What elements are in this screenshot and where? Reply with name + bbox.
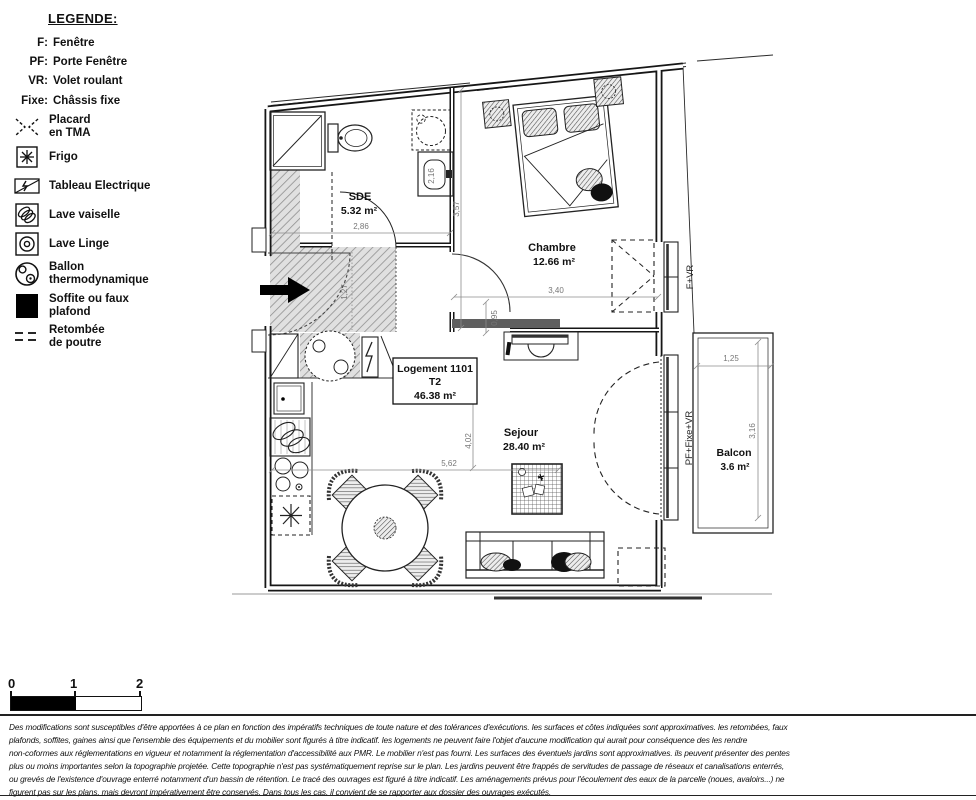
legend-item-tableau-electrique: Tableau Electrique xyxy=(10,174,240,198)
sejour-window-label: PF+Fixe+VR xyxy=(684,410,695,466)
scale-tick-1: 1 xyxy=(70,676,78,691)
ballon-thermodynamique xyxy=(305,331,355,381)
legend-item-volet-roulant: VR: Volet roulant xyxy=(28,75,123,88)
legend-item-lave-linge: Lave Linge xyxy=(10,232,240,256)
lave-vaisselle xyxy=(270,418,312,456)
legend-item-lave-vaisselle: Lave vaiselle xyxy=(10,203,240,227)
chambre-window-label: F+VR xyxy=(685,264,696,290)
room-area-chambre: 12.66 m² xyxy=(532,256,576,268)
room-label-sde: SDE xyxy=(348,191,372,203)
dim-sde-vasque: 2,16 xyxy=(427,168,436,184)
dim-chambre-height: 3,57 xyxy=(452,201,461,217)
room-label-sejour: Sejour xyxy=(503,427,539,439)
room-area-sejour: 28.40 m² xyxy=(502,441,546,453)
logement-title: Logement 1101 xyxy=(397,363,473,375)
legend-item-frigo: Frigo xyxy=(10,145,240,169)
balcon-structure xyxy=(693,333,773,533)
dim-sde-width: 2,86 xyxy=(353,222,369,231)
tableau-electrique xyxy=(362,337,378,377)
toilet xyxy=(328,124,372,152)
room-label-balcon: Balcon xyxy=(716,447,752,459)
nightstand xyxy=(594,77,624,107)
legend-item-soffite: Soffite ou faux plafond xyxy=(10,293,240,319)
logement-area: 46.38 m² xyxy=(413,390,457,402)
legend-item-placard: Placard en TMA xyxy=(10,114,240,140)
dining-set xyxy=(329,471,442,586)
rug xyxy=(512,464,562,514)
evier xyxy=(275,458,308,491)
room-area-sde: 5.32 m² xyxy=(340,205,378,217)
disclaimer-line: ou grevés de l'existence d'ouvrage enterré notamment d'un bassin de rétention. Le tracé des ouvrages est figuré à titre indicatif. Les aménagements prévus pour l'écoulement des eaux de la parcelle (noues, avaloirs...) ne xyxy=(9,774,785,784)
pillow xyxy=(522,108,559,137)
legend-item-ballon: Ballon thermodynamique xyxy=(10,261,240,287)
scale-bar xyxy=(8,676,158,716)
nightstand xyxy=(483,100,512,129)
cabinet xyxy=(274,383,304,414)
chambre-furniture xyxy=(481,77,634,220)
disclaimer-line: non-coformes aux réglementations en vigueur et notamment la réglementation d'accessibilité aux PMR. Le mobilier n'est pas fourni. Les surfaces des éventuels jardins sont approximatives. ils peuvent présenter des pentes xyxy=(9,748,790,758)
disclaimer-line: Des modifications sont susceptibles d'être apportées à ce plan en fonction des impératifs techniques de toute nature et des tolérances d'exécutions. les surfaces et côtes indiquées sont approximatives. les retombées, faux xyxy=(9,722,788,732)
legend-item-porte-fenetre: PF: Porte Fenêtre xyxy=(29,56,128,69)
scale-tick-2: 2 xyxy=(136,676,144,691)
soffite-band xyxy=(452,319,560,328)
dim-chambre-width: 3,40 xyxy=(548,286,564,295)
room-area-balcon: 3.6 m² xyxy=(720,462,750,473)
legend-item-fenetre: F: Fenêtre xyxy=(37,36,95,49)
lave-linge-position xyxy=(412,110,450,150)
legend-title: LEGENDE: xyxy=(48,11,118,26)
sofa xyxy=(466,532,604,578)
pillow xyxy=(563,103,600,132)
logement-type: T2 xyxy=(428,376,442,388)
scale-tick-0: 0 xyxy=(8,676,16,691)
logement-box xyxy=(393,358,477,404)
scale-bar-rule xyxy=(10,696,142,711)
room-label-chambre: Chambre xyxy=(528,242,576,254)
bottom-rule xyxy=(0,795,976,796)
chambre-window xyxy=(612,240,678,312)
disclaimer xyxy=(0,714,976,799)
legend-item-chassis-fixe: Fixe: Châssis fixe xyxy=(21,94,121,107)
dim-entry: 1,27 xyxy=(340,284,349,300)
sejour-window xyxy=(594,355,678,586)
legend-item-retombee: Retombée de poutre xyxy=(10,324,240,350)
dim-sejour-width: 5,62 xyxy=(441,459,457,468)
desk xyxy=(504,332,578,360)
dim-chambre-door: 0,95 xyxy=(490,310,499,326)
dim-balcon-width: 1,25 xyxy=(723,354,739,363)
frigo-asterisk xyxy=(280,504,302,527)
bottom-lines xyxy=(232,594,772,598)
dim-balcon-height: 3,16 xyxy=(748,423,757,439)
dim-sejour-height: 4,02 xyxy=(464,433,473,449)
disclaimer-line: plafonds, soffites, gaines ainsi que l'ensemble des équipements et du mobilier sont figurés à titre indicatif. les logements ne peuvent faire l'objet d'aucune modification qui aurait pour conséquence des les rendre xyxy=(9,735,748,745)
disclaimer-line: figurent pas sur les plans, mais devront impérativement être conservés. Dans tous les cas, il convient de se rapporter aux dossier des ouvrages exécutés. xyxy=(9,787,551,797)
disclaimer-line: plus ou moins importantes selon la topographie projetée. Cette topographie n'est pas systématiquement reprise sur le plan. Les jardins peuvent être frappés de servitudes de passage de réseaux et canalisations enterrés, xyxy=(9,761,785,771)
